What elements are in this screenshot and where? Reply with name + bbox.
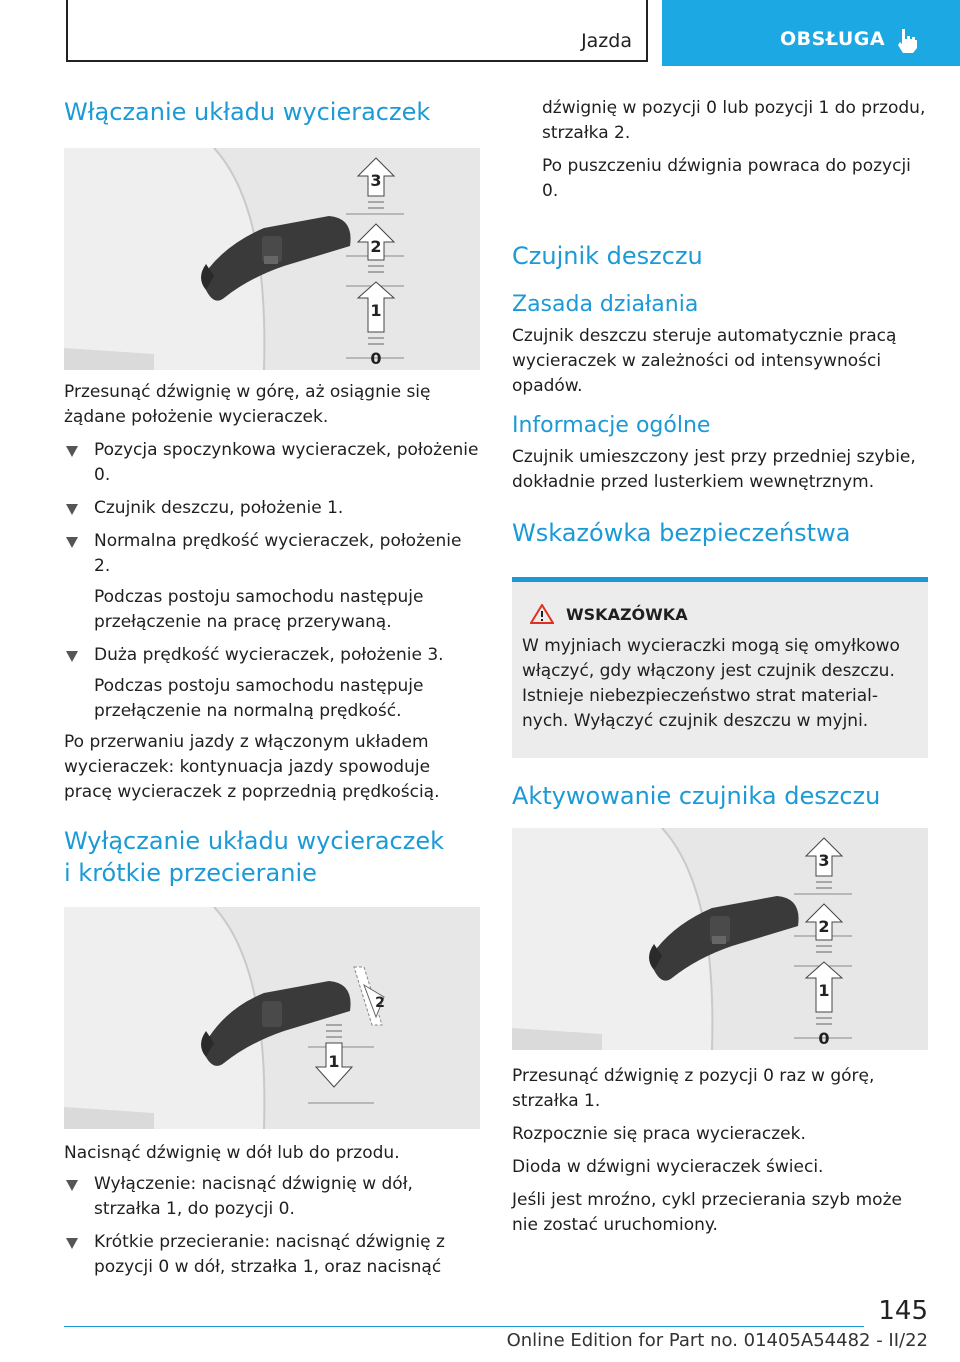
hand-pointer-icon [894,26,920,54]
triangle-bullet-icon [66,504,78,515]
list-item [64,529,480,635]
edition-footer[interactable]: Online Edition for Part no. 01405A54482 - II/22 [506,1330,928,1351]
list-item-text: Pozycja spoczynkowa wycieraczek, położenie 0. [94,440,479,485]
warning-triangle-icon [530,604,554,624]
paragraph: Przesunąć dźwignię z pozycji 0 raz w górę, strzałka 1. [512,1066,875,1111]
paragraph: Czujnik deszczu steruje automatycznie pracą wycieraczek w zależności od intensywności opadów. [512,326,897,396]
warning-text: W myjniach wycieraczki mogą się omyłkowo włączyć, gdy włączony jest czujnik deszczu. Istnieje niebezpieczeństwo strat materialnych. Wyłączyć czujnik deszczu w myjni. [522,636,900,731]
warning-content [512,582,928,758]
paragraph: Jeśli jest mroźno, cykl przecierania szyb może nie zostać uruchomiony. [512,1190,902,1235]
warning-title [522,604,918,624]
page-number: 145 [878,1296,928,1326]
section-title-enable-wipers: Włączanie układu wycieraczek [64,98,431,126]
arrow-label: 1 [328,1052,340,1071]
arrow-label: 0 [818,1029,830,1048]
wiper-lever-illustration-activate [512,828,928,1050]
list-item-text: Normalna prędkość wycieraczek, położenie 2. [94,531,462,576]
paragraph: Nacisnąć dźwignię w dół lub do przodu. [64,1143,400,1163]
subsection-title-principle: Zasada działania [512,292,699,317]
paragraph: Rozpocznie się praca wycieraczek. [512,1124,806,1144]
list-item [64,438,480,488]
list-item-subtext: Podczas postoju samochodu następuje przełączenie na pracę przerywaną. [94,587,424,632]
section-label: OBSŁUGA [780,28,886,50]
warning-title-text: WSKAZÓWKA [566,604,688,624]
list-item [64,1172,480,1222]
paragraph: Dioda w dźwigni wycieraczek świeci. [512,1157,824,1177]
bullet-list [64,438,480,724]
list-item-subtext: Podczas postoju samochodu następuje przełączenie na normalną prędkość. [94,676,424,721]
paragraph: Czujnik umieszczony jest przy przedniej szybie, dokładnie przed lusterkiem wewnętrznym. [512,447,916,492]
list-item [64,1230,480,1280]
paragraph: Przesunąć dźwignię w górę, aż osiągnie się żądane położenie wycieraczek. [64,382,431,427]
list-item-text: Krótkie przecieranie: nacisnąć dźwignię z pozycji 0 w dół, strzałka 1, oraz nacisnąć [94,1232,445,1277]
arrow-label: 1 [370,301,382,320]
bullet-list [64,1172,480,1280]
section-title-disable-wipers [64,825,480,889]
arrow-label: 0 [370,349,382,368]
warning-box [512,577,928,758]
title-line: i krótkie przecieranie [64,859,317,887]
list-item [64,496,480,521]
section-tab[interactable] [662,0,960,66]
triangle-bullet-icon [66,537,78,548]
paragraph: dźwignię w pozycji 0 lub pozycji 1 do przodu, strzałka 2. [542,98,926,143]
paragraph: Po przerwaniu jazdy z włączonym układem wycieraczek: kontynuacja jazdy spowoduje pracę wycieraczek z poprzednią prędkością. [64,732,440,802]
left-column [64,96,480,1280]
arrow-label: 3 [370,171,382,190]
subsection-title-general: Informacje ogólne [512,413,711,438]
section-title-activate-rain-sensor: Aktywowanie czujnika deszczu [512,782,881,810]
bullet-continuation [512,96,928,204]
triangle-bullet-icon [66,1180,78,1191]
arrow-label: 1 [818,981,830,1000]
wiper-lever-illustration-up [64,148,480,370]
list-item [64,643,480,724]
paragraph: Po puszczeniu dźwignia powraca do pozycji 0. [542,156,911,201]
list-item-text: Czujnik deszczu, położenie 1. [94,498,344,518]
right-column [512,96,928,1238]
arrow-label: 2 [818,917,830,936]
triangle-bullet-icon [66,446,78,457]
chapter-label[interactable]: Jazda [581,30,632,52]
arrow-label: 2 [370,237,382,256]
page-header [0,0,960,66]
section-title-safety: Wskazówka bezpieczeństwa [512,519,851,547]
triangle-bullet-icon [66,1238,78,1249]
list-item-text: Duża prędkość wycieraczek, położenie 3. [94,645,444,665]
arrow-label: 2 [375,995,385,1011]
wiper-lever-illustration-down [64,907,480,1129]
chapter-box [66,0,648,62]
footer-rule [64,1326,864,1327]
title-line: Wyłączanie układu wycieraczek [64,827,445,855]
section-title-rain-sensor: Czujnik deszczu [512,242,703,270]
triangle-bullet-icon [66,651,78,662]
arrow-label: 3 [818,851,830,870]
list-item-text: Wyłączenie: nacisnąć dźwignię w dół, strzałka 1, do pozycji 0. [94,1174,413,1219]
